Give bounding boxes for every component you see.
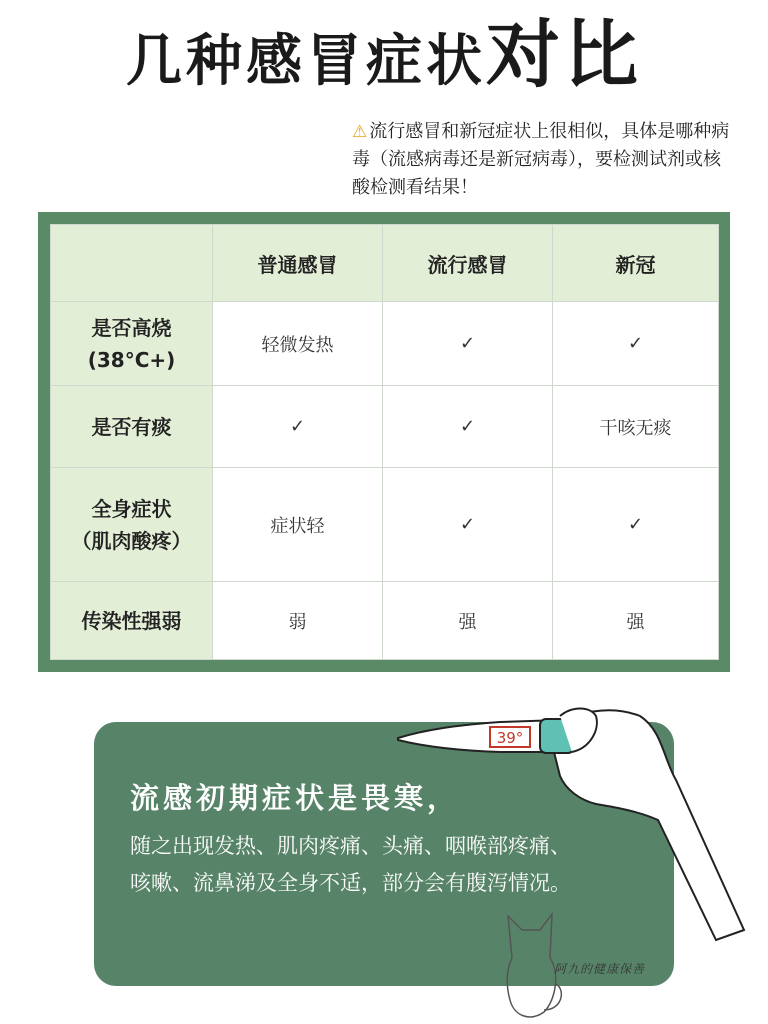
card-title: 流感初期症状是畏寒， xyxy=(130,781,461,815)
thermometer-reading: 39° xyxy=(496,729,524,747)
check-icon: ✓ xyxy=(383,468,553,582)
table-cell: 强 xyxy=(553,582,719,660)
table-cell: 症状轻 xyxy=(213,468,383,582)
title-main: 几种感冒症状 xyxy=(126,29,486,94)
card-body: 随之出现发热、肌肉疼痛、头痛、咽喉部疼痛、咳嗽、流鼻涕及全身不适，部分会有腹泻情况。 xyxy=(130,834,571,895)
table-cell: 干咳无痰 xyxy=(553,386,719,468)
check-icon: ✓ xyxy=(553,468,719,582)
signature: 阿九的健康保善 xyxy=(554,962,646,976)
table-header-common-cold: 普通感冒 xyxy=(213,225,383,302)
row-label-high-fever: 是否高烧 (38°C+) xyxy=(51,302,213,386)
cat-icon xyxy=(507,914,555,1017)
check-icon: ✓ xyxy=(553,302,719,386)
check-icon: ✓ xyxy=(213,386,383,468)
thermometer-icon xyxy=(398,720,562,752)
table-cell: 弱 xyxy=(213,582,383,660)
table-cell: 轻微发热 xyxy=(213,302,383,386)
check-icon: ✓ xyxy=(383,302,553,386)
warning-icon: ⚠ xyxy=(352,122,368,142)
title-emphasis: 对比 xyxy=(486,12,642,98)
table-header-covid: 新冠 xyxy=(553,225,719,302)
table-cell: 强 xyxy=(383,582,553,660)
row-label-body-symptoms: 全身症状 （肌肉酸疼） xyxy=(51,468,213,582)
table-header-influenza: 流行感冒 xyxy=(383,225,553,302)
row-label-contagiousness: 传染性强弱 xyxy=(51,582,213,660)
check-icon: ✓ xyxy=(383,386,553,468)
row-label-phlegm: 是否有痰 xyxy=(51,386,213,468)
notice-text: 流行感冒和新冠症状上很相似，具体是哪种病毒（流感病毒还是新冠病毒），要检测试剂或核酸检测看结果！ xyxy=(352,121,730,198)
